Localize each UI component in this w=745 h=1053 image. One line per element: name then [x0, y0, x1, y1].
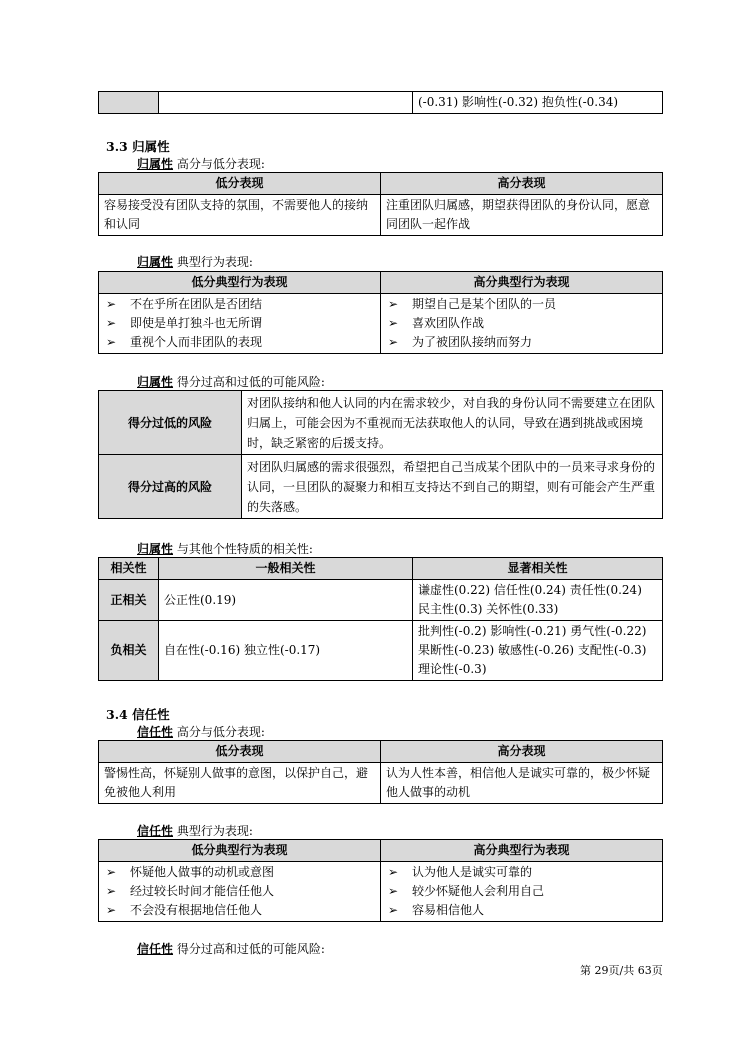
positive-significant: [413, 580, 663, 621]
high-description: 注重团队归属感，期望获得团队的身份认同，愿意同团队一起作战: [381, 195, 663, 236]
subheading-text: 高分与低分表现:: [173, 157, 265, 171]
arrow-bullet-icon: ➢: [388, 335, 399, 349]
col-header-significant: 显著相关性: [413, 558, 663, 580]
arrow-bullet-icon: ➢: [388, 316, 399, 330]
table-cell-correlations: (-0.31) 影响性(-0.32) 抱负性(-0.34): [413, 92, 663, 114]
subheading-text: 高分与低分表现:: [173, 725, 265, 739]
col-header-low: 低分表现: [99, 173, 381, 195]
table-row: [99, 195, 663, 236]
table-row: [99, 580, 663, 621]
col-header-high-behaviour: 高分典型行为表现: [381, 272, 663, 294]
low-description: 警惕性高，怀疑别人做事的意图，以保护自己，避免被他人利用: [99, 763, 381, 804]
low-risk-text: 对团队接纳和他人认同的内在需求较少，对自我的身份认同不需要建立在团队归属上，可能会因为不重视而无法获取他人的认同，导致在遇到挑战或困境时，缺乏紧密的后援支持。: [242, 391, 663, 455]
col-header-general: 一般相关性: [159, 558, 413, 580]
arrow-bullet-icon: ➢: [106, 903, 117, 917]
correlation-table: [98, 557, 663, 681]
section-heading-3-3: 3.3 归属性: [106, 139, 170, 154]
subheading-text: 得分过高和过低的可能风险:: [173, 375, 325, 389]
low-behaviour-list: [104, 295, 375, 352]
subheading: [137, 540, 313, 557]
page-number-footer: 第 29页/共 63页: [580, 964, 663, 977]
list-item: ➢ 不会没有根据地信任他人: [104, 901, 375, 920]
high-description: 认为人性本善，相信他人是诚实可靠的，极少怀疑他人做事的动机: [381, 763, 663, 804]
keyword: 信任性: [137, 725, 174, 739]
table-row: [99, 862, 663, 922]
col-header-low-behaviour: 低分典型行为表现: [99, 272, 381, 294]
negative-significant: [413, 621, 663, 681]
table-row: [99, 763, 663, 804]
subheading-text: 与其他个性特质的相关性:: [173, 542, 313, 556]
high-behaviour-list: [386, 295, 657, 352]
high-low-table: [98, 740, 663, 804]
subheading-text: 典型行为表现:: [173, 824, 253, 838]
low-behaviour-list-cell: [99, 294, 381, 354]
arrow-bullet-icon: ➢: [388, 884, 399, 898]
high-behaviour-list-cell: [381, 862, 663, 922]
high-risk-text: 对团队归属感的需求很强烈，希望把自己当成某个团队中的一员来寻求身份的认同，一旦团队的凝聚力和相互支持达不到自己的期望，则有可能会产生严重的失落感。: [242, 455, 663, 519]
list-item: ➢ 经过较长时间才能信任他人: [104, 882, 375, 901]
list-item: ➢ 即使是单打独斗也无所谓: [104, 314, 375, 333]
list-item: ➢ 认为他人是诚实可靠的: [386, 863, 657, 882]
correlation-line: 理论性(-0.3): [418, 662, 487, 676]
table-row: [99, 391, 663, 455]
high-behaviour-list-cell: [381, 294, 663, 354]
col-header-high-behaviour: 高分典型行为表现: [381, 840, 663, 862]
correlation-line: 民主性(0.3) 关怀性(0.33): [418, 602, 559, 616]
col-header-high: 高分表现: [381, 741, 663, 763]
behaviour-table: [98, 839, 663, 922]
table-row: [99, 621, 663, 681]
keyword: 归属性: [137, 542, 174, 556]
positive-general: 公正性(0.19): [159, 580, 413, 621]
keyword: 归属性: [137, 157, 174, 171]
arrow-bullet-icon: ➢: [106, 316, 117, 330]
section-heading-3-4: 3.4 信任性: [106, 707, 170, 722]
keyword: 归属性: [137, 255, 174, 269]
table-row: [99, 294, 663, 354]
table-row: [99, 92, 663, 114]
subheading: [137, 253, 253, 270]
row-header-positive: 正相关: [99, 580, 159, 621]
subheading-text: 得分过高和过低的可能风险:: [173, 942, 325, 956]
list-item: ➢ 期望自己是某个团队的一员: [386, 295, 657, 314]
col-header-low: 低分表现: [99, 741, 381, 763]
high-low-table: [98, 172, 663, 236]
table-cell-empty: [159, 92, 413, 114]
col-header-high: 高分表现: [381, 173, 663, 195]
subheading-text: 典型行为表现:: [173, 255, 253, 269]
list-item: ➢ 怀疑他人做事的动机或意图: [104, 863, 375, 882]
list-item: ➢ 较少怀疑他人会利用自己: [386, 882, 657, 901]
arrow-bullet-icon: ➢: [388, 865, 399, 879]
low-description: 容易接受没有团队支持的氛围，不需要他人的接纳和认同: [99, 195, 381, 236]
list-item: ➢ 容易相信他人: [386, 901, 657, 920]
arrow-bullet-icon: ➢: [388, 903, 399, 917]
arrow-bullet-icon: ➢: [106, 297, 117, 311]
arrow-bullet-icon: ➢: [106, 865, 117, 879]
list-item: ➢ 喜欢团队作战: [386, 314, 657, 333]
table-cell-empty: [99, 92, 159, 114]
risk-table: [98, 390, 663, 519]
top-continuation-table: [98, 91, 663, 114]
list-item: ➢ 为了被团队接纳而努力: [386, 333, 657, 352]
arrow-bullet-icon: ➢: [388, 297, 399, 311]
correlation-line: 谦虚性(0.22) 信任性(0.24) 责任性(0.24): [418, 583, 642, 597]
table-row: [99, 455, 663, 519]
keyword: 信任性: [137, 942, 174, 956]
col-header-low-behaviour: 低分典型行为表现: [99, 840, 381, 862]
subheading: [137, 822, 253, 839]
low-behaviour-list: [104, 863, 375, 920]
keyword: 信任性: [137, 824, 174, 838]
subheading: [137, 373, 325, 390]
col-header-correlation: 相关性: [99, 558, 159, 580]
arrow-bullet-icon: ➢: [106, 884, 117, 898]
subheading: [137, 940, 325, 957]
correlation-line: 批判性(-0.2) 影响性(-0.21) 勇气性(-0.22): [418, 624, 647, 638]
high-behaviour-list: [386, 863, 657, 920]
subheading: [137, 723, 265, 740]
low-behaviour-list-cell: [99, 862, 381, 922]
keyword: 归属性: [137, 375, 174, 389]
list-item: ➢ 不在乎所在团队是否团结: [104, 295, 375, 314]
negative-general: 自在性(-0.16) 独立性(-0.17): [159, 621, 413, 681]
subheading: [137, 155, 265, 172]
row-header-negative: 负相关: [99, 621, 159, 681]
arrow-bullet-icon: ➢: [106, 335, 117, 349]
list-item: ➢ 重视个人而非团队的表现: [104, 333, 375, 352]
row-header-low-risk: 得分过低的风险: [99, 391, 242, 455]
row-header-high-risk: 得分过高的风险: [99, 455, 242, 519]
behaviour-table: [98, 271, 663, 354]
correlation-line: 果断性(-0.23) 敏感性(-0.26) 支配性(-0.3): [418, 643, 647, 657]
